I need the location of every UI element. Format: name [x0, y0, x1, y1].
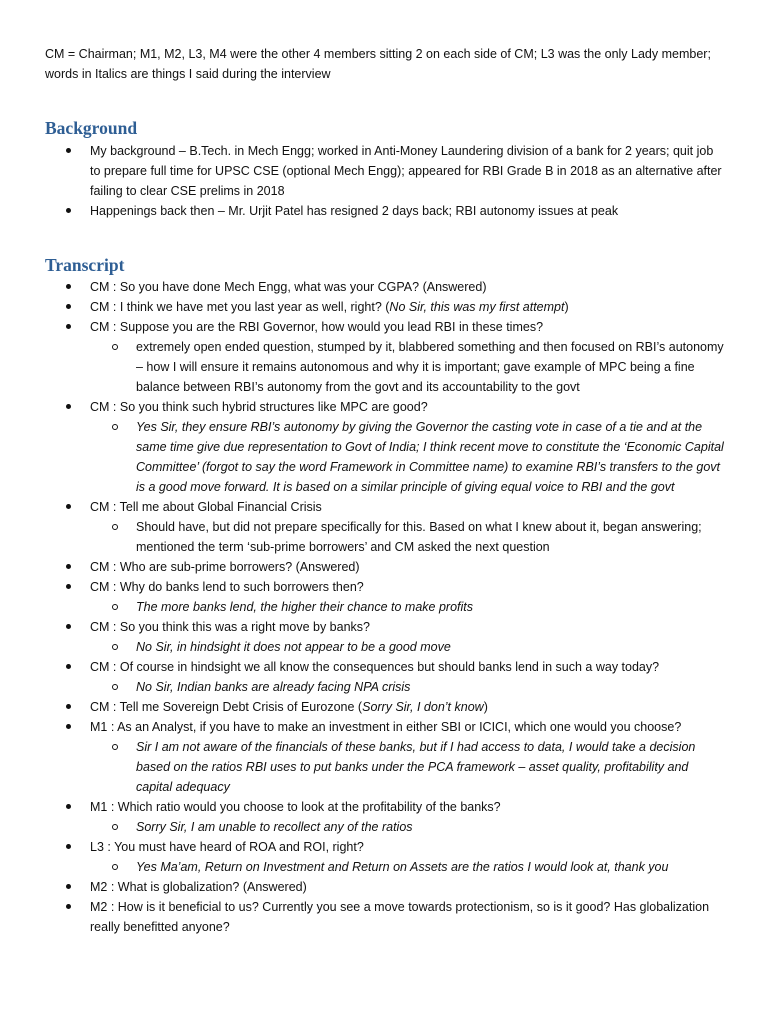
question-text: CM : Suppose you are the RBI Governor, how would you lead RBI in these times? [90, 320, 544, 334]
transcript-item [45, 877, 725, 897]
bullet-icon [66, 564, 71, 569]
bullet-icon [66, 284, 71, 289]
bullet-icon [66, 624, 71, 629]
answer-sublist [90, 417, 725, 497]
transcript-list [45, 277, 725, 937]
answer-text: extremely open ended question, stumped by it, blabbered something and then focused on RBI’s autonomy – how I will ensure it remains autonomous and why it is important; gave example of MPC being a fine balance between RBI’s autonomy from the govt and its accountability to the govt [136, 340, 724, 394]
answer-item [90, 677, 725, 697]
hollow-bullet-icon [112, 744, 118, 750]
answer-text: No Sir, Indian banks are already facing NPA crisis [136, 680, 411, 694]
question-text: CM : So you think such hybrid structures like MPC are good? [90, 400, 428, 414]
background-heading: Background [45, 118, 138, 138]
bullet-icon [66, 884, 71, 889]
question-text: M1 : Which ratio would you choose to look at the profitability of the banks? [90, 800, 501, 814]
answer-sublist [90, 597, 725, 617]
question-text: CM : Tell me Sovereign Debt Crisis of Eurozone ( [90, 700, 363, 714]
transcript-item [45, 557, 725, 577]
answer-item [90, 817, 725, 837]
transcript-item [45, 797, 725, 837]
hollow-bullet-icon [112, 864, 118, 870]
answer-text: Yes Sir, they ensure RBI’s autonomy by giving the Governor the casting vote in case of a tie and at the same time give due representation to Govt of India; I think recent move to constitute the ‘Economic Capital Committee’ (forgot to say the word Framework in Committee name) to examine RBI’s transfers to the govt is a good move forward. It is based on a similar principle of giving equal voice to RBI and the govt [136, 420, 724, 494]
transcript-item [45, 497, 725, 557]
hollow-bullet-icon [112, 424, 118, 430]
hollow-bullet-icon [112, 684, 118, 690]
question-text: CM : So you have done Mech Engg, what was your CGPA? (Answered) [90, 280, 487, 294]
question-text: CM : So you think this was a right move by banks? [90, 620, 370, 634]
bullet-icon [66, 324, 71, 329]
bullet-icon [66, 844, 71, 849]
answer-item [90, 337, 725, 397]
transcript-item [45, 897, 725, 937]
bullet-icon [66, 504, 71, 509]
answer-sublist [90, 737, 725, 797]
hollow-bullet-icon [112, 604, 118, 610]
answer-sublist [90, 517, 725, 557]
answer-sublist [90, 337, 725, 397]
hollow-bullet-icon [112, 644, 118, 650]
transcript-item [45, 717, 725, 797]
answer-inline-text: No Sir, this was my first attempt [389, 300, 565, 314]
answer-text: The more banks lend, the higher their chance to make profits [136, 600, 473, 614]
answer-inline-text: Sorry Sir, I don’t know [362, 700, 484, 714]
answer-sublist [90, 857, 725, 877]
question-text-end: ) [564, 300, 569, 314]
bullet-icon [66, 664, 71, 669]
list-item [45, 201, 725, 221]
question-text: CM : Tell me about Global Financial Crisis [90, 500, 322, 514]
transcript-heading: Transcript [45, 255, 125, 275]
answer-sublist [90, 817, 725, 837]
list-item [45, 141, 725, 201]
transcript-item [45, 577, 725, 617]
question-text: CM : Who are sub-prime borrowers? (Answered) [90, 560, 360, 574]
bullet-icon [66, 208, 71, 213]
bullet-icon [66, 304, 71, 309]
hollow-bullet-icon [112, 824, 118, 830]
question-text: M1 : As an Analyst, if you have to make an investment in either SBI or ICICI, which one would you choose? [90, 720, 682, 734]
answer-text: Yes Ma’am, Return on Investment and Return on Assets are the ratios I would look at, thank you [136, 860, 669, 874]
answer-item [90, 857, 725, 877]
background-list [45, 141, 725, 221]
bullet-icon [66, 404, 71, 409]
answer-sublist [90, 637, 725, 657]
answer-item [90, 737, 725, 797]
answer-item [90, 417, 725, 497]
transcript-item [45, 837, 725, 877]
background-item-text: Happenings back then – Mr. Urjit Patel has resigned 2 days back; RBI autonomy issues at peak [90, 204, 619, 218]
answer-text: Sorry Sir, I am unable to recollect any of the ratios [136, 820, 413, 834]
answer-text: No Sir, in hindsight it does not appear to be a good move [136, 640, 451, 654]
transcript-item [45, 297, 725, 317]
bullet-icon [66, 148, 71, 153]
answer-item [90, 517, 725, 557]
bullet-icon [66, 804, 71, 809]
answer-text: Should have, but did not prepare specifically for this. Based on what I knew about it, began answering; mentioned the term ‘sub-prime borrowers’ and CM asked the next question [136, 520, 702, 554]
question-text: CM : Why do banks lend to such borrowers then? [90, 580, 364, 594]
question-text: M2 : How is it beneficial to us? Currently you see a move towards protectionism, so is it good? Has globalization really benefitted anyone? [90, 900, 710, 934]
answer-item [90, 637, 725, 657]
answer-text: Sir I am not aware of the financials of these banks, but if I had access to data, I would take a decision based on the ratios RBI uses to put banks under the PCA framework – asset quality, profitability and capital adequacy [136, 740, 696, 794]
hollow-bullet-icon [112, 344, 118, 350]
bullet-icon [66, 724, 71, 729]
question-text: M2 : What is globalization? (Answered) [90, 880, 307, 894]
answer-sublist [90, 677, 725, 697]
transcript-item [45, 657, 725, 697]
bullet-icon [66, 584, 71, 589]
question-text: CM : Of course in hindsight we all know the consequences but should banks lend in such a way today? [90, 660, 660, 674]
background-item-text: My background – B.Tech. in Mech Engg; worked in Anti-Money Laundering division of a bank for 2 years; quit job to prepare full time for UPSC CSE (optional Mech Engg); appeared for RBI Grade B in 2018 as an alternative after failing to clear CSE prelims in 2018 [90, 144, 722, 198]
bullet-icon [66, 904, 71, 909]
bullet-icon [66, 704, 71, 709]
question-text-end: ) [483, 700, 488, 714]
transcript-item [45, 397, 725, 497]
answer-item [90, 597, 725, 617]
hollow-bullet-icon [112, 524, 118, 530]
transcript-item [45, 277, 725, 297]
intro-paragraph: CM = Chairman; M1, M2, L3, M4 were the other 4 members sitting 2 on each side of CM; L3 was the only Lady member; words in Italics are things I said during the interview [45, 47, 711, 81]
question-text: L3 : You must have heard of ROA and ROI, right? [90, 840, 364, 854]
question-text: CM : I think we have met you last year as well, right? ( [90, 300, 390, 314]
transcript-item [45, 697, 725, 717]
transcript-item [45, 317, 725, 397]
transcript-item [45, 617, 725, 657]
